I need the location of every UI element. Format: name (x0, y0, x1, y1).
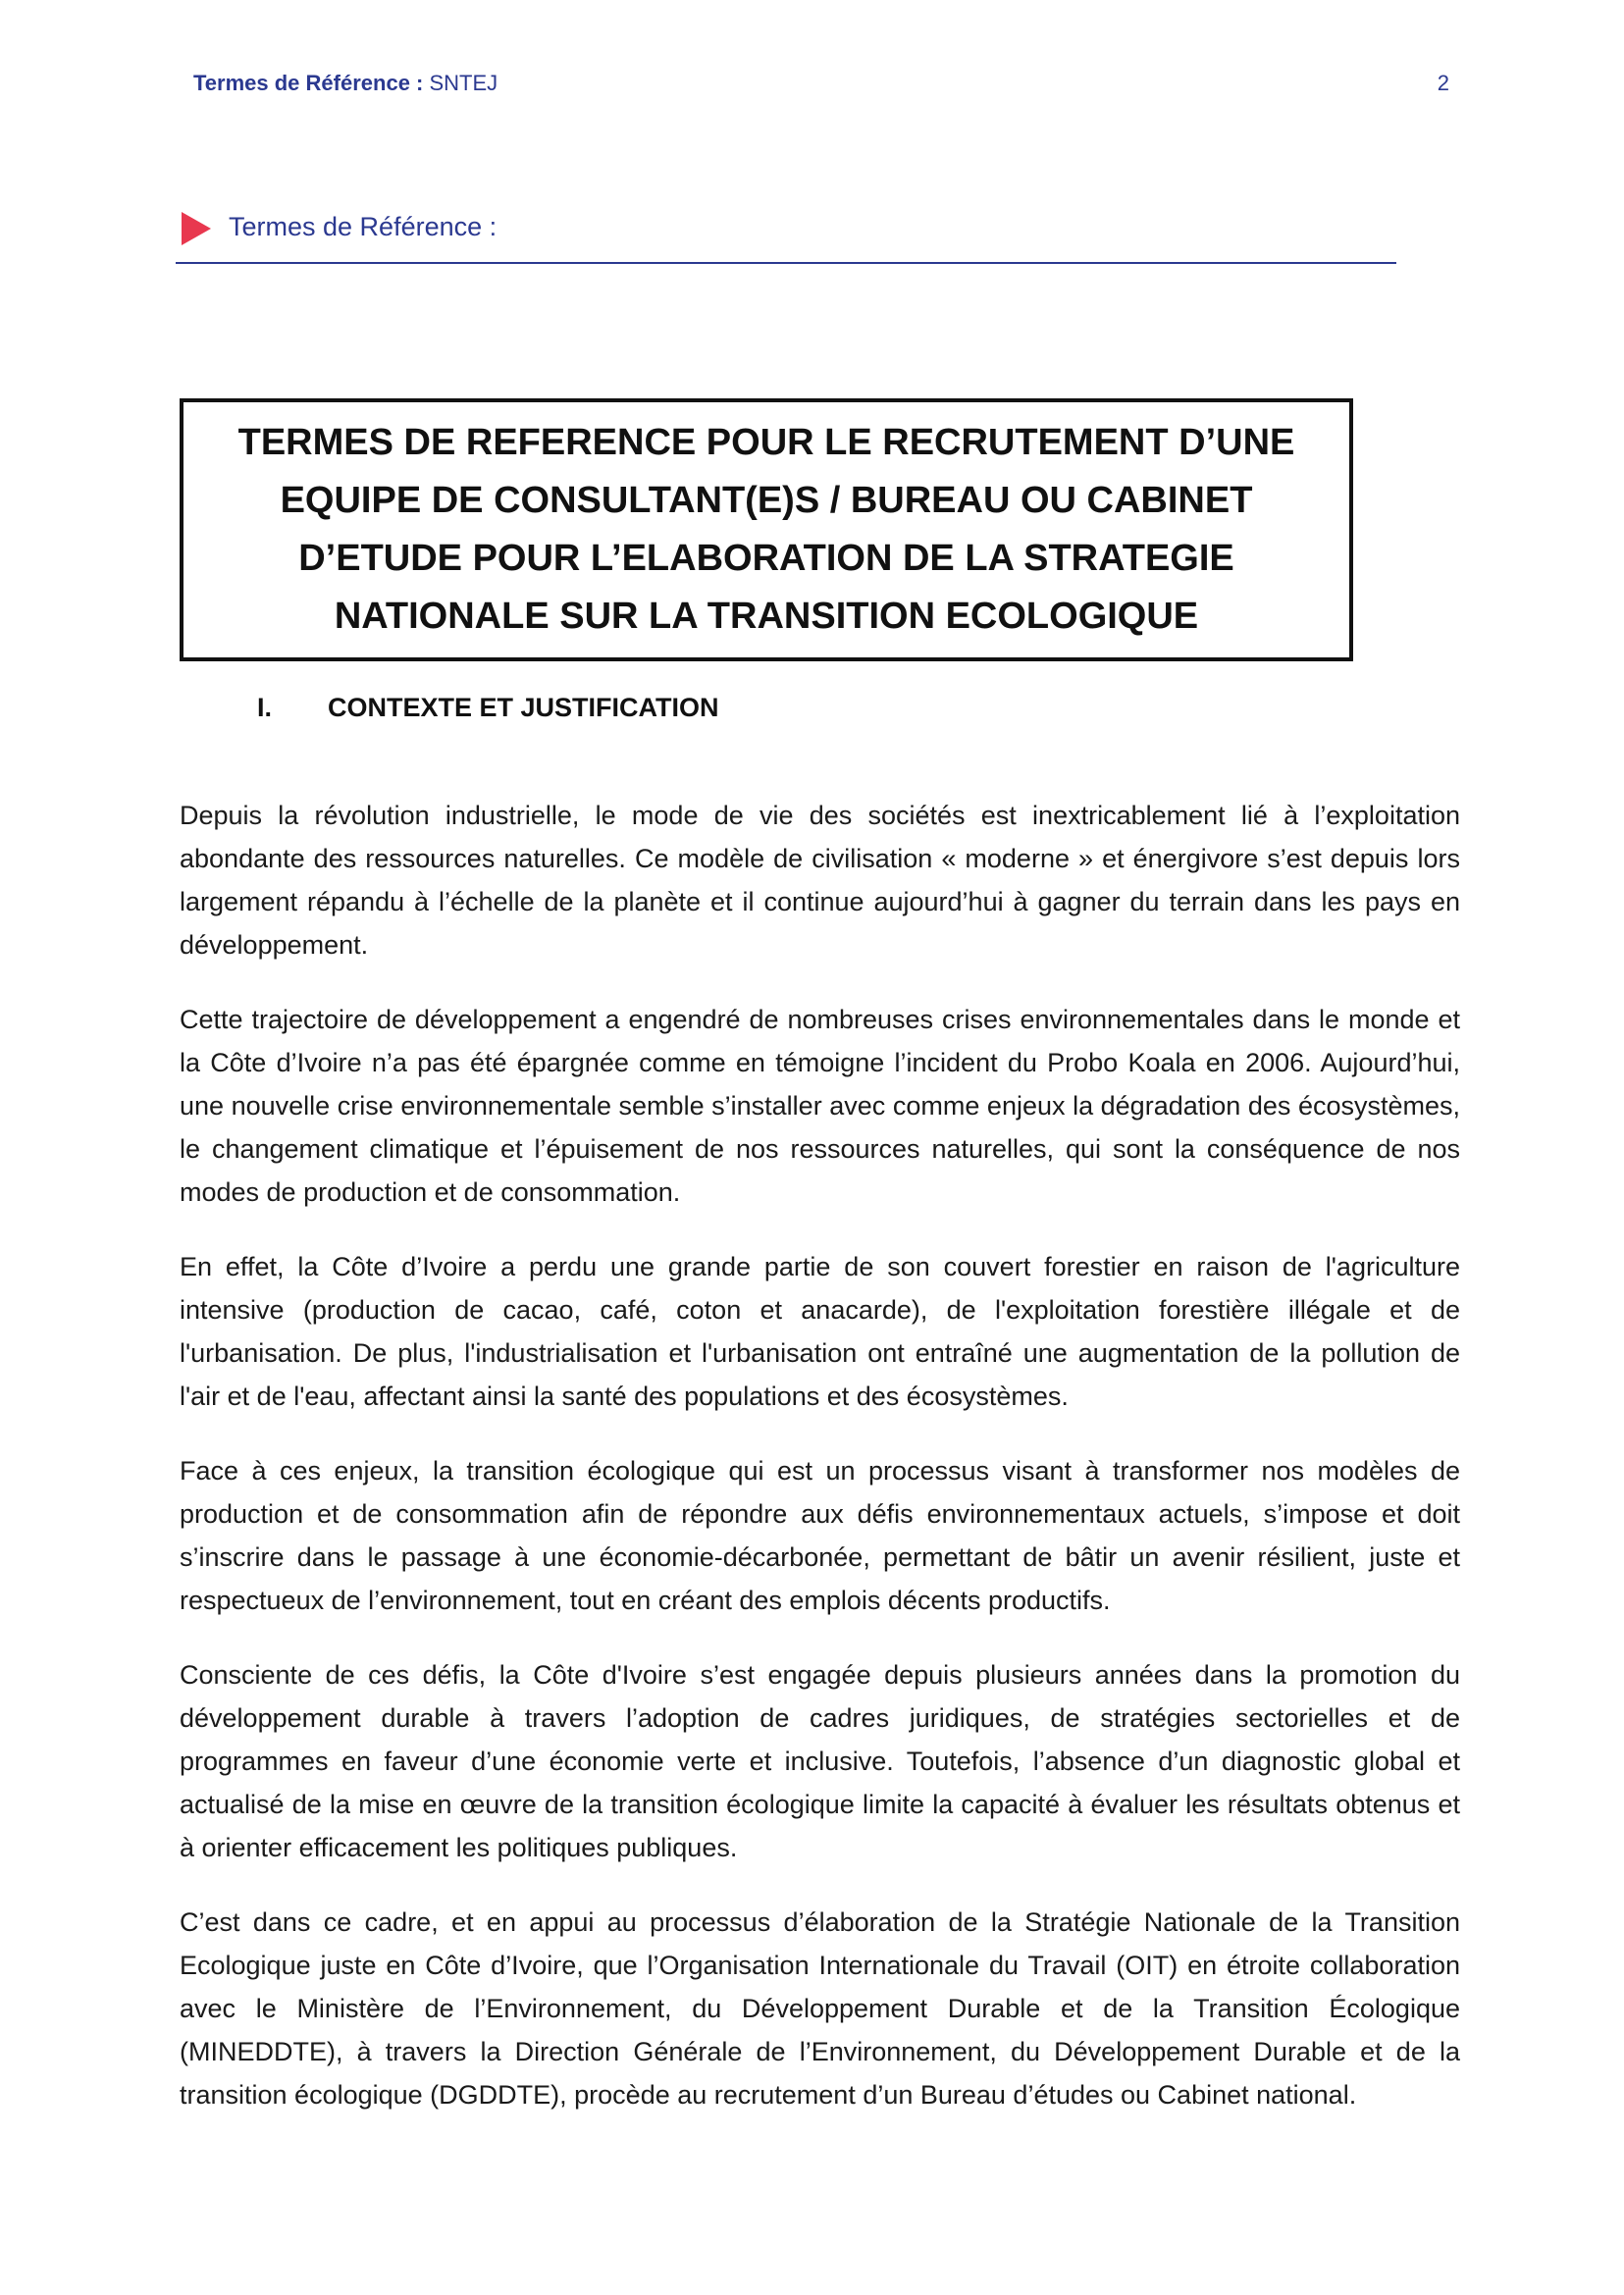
body-paragraph: Depuis la révolution industrielle, le mode de vie des sociétés est inextricablement lié à l’exploitation abondante des ressources naturelles. Ce modèle de civilisation « moderne » et énergivore s’est depuis lors largement répandu à l’échelle de la planète et il continue aujourd’hui à gagner du terrain dans les pays en développement. (180, 801, 1460, 960)
section-tag (180, 206, 1396, 265)
body-paragraph: Cette trajectoire de développement a engendré de nombreuses crises environnementales dans le monde et la Côte d’Ivoire n’a pas été épargnée comme en témoigne l’incident du Probo Koala en 2006. Aujourd’hui, une nouvelle crise environnementale semble s’installer avec comme enjeux la dégradation des écosystèmes, le changement climatique et l’épuisement de nos ressources naturelles, qui sont la conséquence de nos modes de production et de consommation. (180, 1005, 1460, 1207)
header-divider (176, 262, 1396, 264)
section-number: I. (257, 693, 273, 722)
header-title-rest: SNTEJ (423, 71, 498, 95)
document-title: TERMES DE REFERENCE POUR LE RECRUTEMENT D’UNE EQUIPE DE CONSULTANT(E)S / BUREAU OU CABINET D’ETUDE POUR L’ELABORATION DE LA STRATEGIE NATIONALE SUR LA TRANSITION ECOLOGIQUE (237, 422, 1295, 637)
body-paragraph: C’est dans ce cadre, et en appui au processus d’élaboration de la Stratégie Nationale de la Transition Ecologique juste en Côte d’Ivoire, que l’Organisation Internationale du Travail (OIT) en étroite collaboration avec le Ministère de l’Environnement, du Développement Durable et de la Transition Écologique (MINEDDTE), à travers la Direction Générale de l’Environnement, du Développement Durable et de la transition écologique (DGDDTE), procède au recrutement d’un Bureau d’études ou Cabinet national. (180, 1907, 1460, 2110)
page-number: 2 (1437, 71, 1449, 95)
document-title-box (180, 398, 1353, 661)
header-title (193, 71, 498, 96)
body-paragraph: En effet, la Côte d’Ivoire a perdu une grande partie de son couvert forestier en raison de l'agriculture intensive (production de cacao, café, coton et anacarde), de l'exploitation forestière illégale et de l'urbanisation. De plus, l'industrialisation et l'urbanisation ont entraîné une augmentation de la pollution de l'air et de l'eau, affectant ainsi la santé des populations et des écosystèmes. (180, 1252, 1460, 1411)
header-title-bold: Termes de Référence : (193, 71, 424, 95)
body-paragraph: Face à ces enjeux, la transition écologique qui est un processus visant à transformer nos modèles de production et de consommation afin de répondre aux défis environnementaux actuels, s’impose et doit s’inscrire dans le passage à une économie-décarbonée, permettant de bâtir un avenir résilient, juste et respectueux de l’environnement, tout en créant des emplois décents productifs. (180, 1456, 1460, 1615)
section-tag-label: Termes de Référence : (229, 212, 498, 241)
section-heading (257, 693, 719, 723)
running-header (193, 71, 1449, 104)
section-title: CONTEXTE ET JUSTIFICATION (328, 693, 719, 722)
body-paragraph: Consciente de ces défis, la Côte d'Ivoire s’est engagée depuis plusieurs années dans la promotion du développement durable à travers l’adoption de cadres juridiques, de stratégies sectorielles et de programmes en faveur d’une économie verte et inclusive. Toutefois, l’absence d’un diagnostic global et actualisé de la mise en œuvre de la transition écologique limite la capacité à évaluer les résultats obtenus et à orienter efficacement les politiques publiques. (180, 1660, 1460, 1862)
triangle-arrow-icon (182, 212, 211, 245)
